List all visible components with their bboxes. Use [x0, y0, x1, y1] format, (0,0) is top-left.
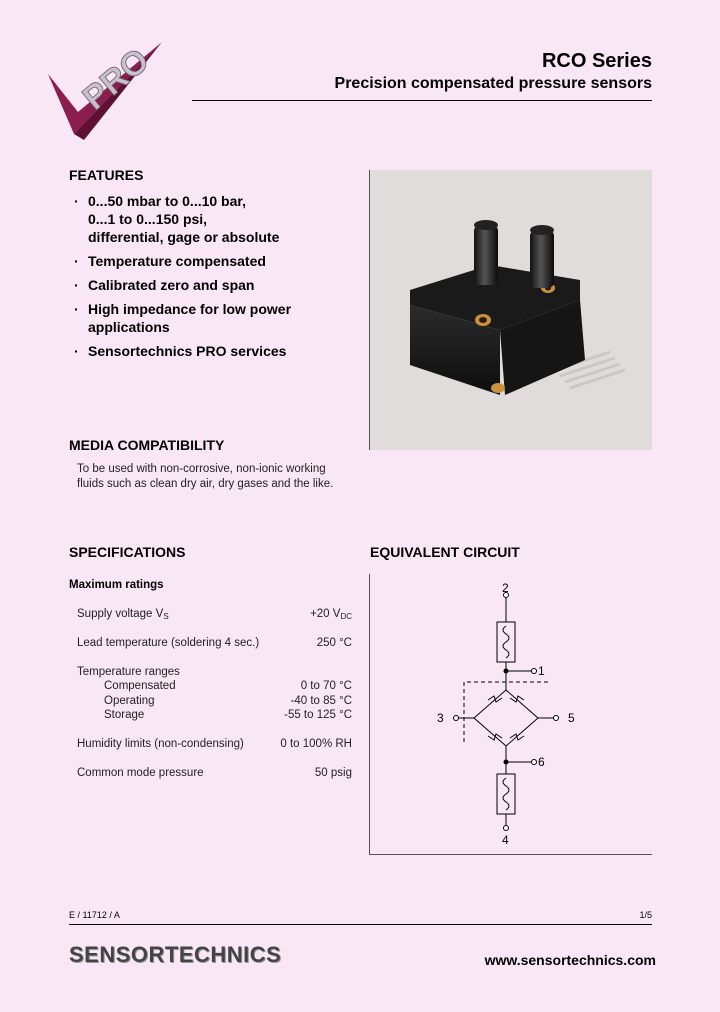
feature-item: · Temperature compensated	[74, 253, 266, 269]
feature-item: · Calibrated zero and span	[74, 277, 255, 293]
features-list	[74, 192, 354, 366]
operating-label: Operating	[104, 695, 155, 707]
circuit-heading: EQUIVALENT CIRCUIT	[370, 544, 520, 560]
pro-logo	[44, 38, 166, 142]
media-description: To be used with non-corrosive, non-ionic working fluids such as clean dry air, dry gases and the like.	[77, 463, 334, 490]
humidity-label: Humidity limits (non-condensing)	[77, 738, 244, 750]
pin-4-label: 4	[502, 833, 509, 847]
circuit-box-border	[369, 854, 652, 855]
document-code: E / 11712 / A	[69, 910, 120, 920]
series-title: RCO Series	[541, 50, 652, 72]
pin-1-label: 1	[538, 664, 545, 678]
pin-3-label: 3	[437, 711, 444, 725]
page-number: 1/5	[639, 910, 652, 920]
lead-temp-value: 250 °C	[316, 637, 352, 649]
max-ratings-subheading: Maximum ratings	[69, 579, 164, 591]
storage-label: Storage	[104, 709, 145, 721]
circuit-box-border	[369, 574, 370, 855]
specifications-heading: SPECIFICATIONS	[69, 544, 186, 560]
footer-divider	[69, 924, 652, 925]
product-photo	[370, 170, 652, 450]
temp-ranges-label: Temperature ranges	[77, 666, 180, 678]
humidity-value: 0 to 100% RH	[280, 738, 352, 750]
logo-text: PRO	[75, 40, 157, 118]
header-divider	[192, 100, 652, 101]
media-heading: MEDIA COMPATIBILITY	[69, 437, 225, 453]
supply-voltage-label: Supply voltage $V_S$	[77, 608, 169, 621]
equivalent-circuit-diagram	[420, 582, 610, 847]
operating-value: -40 to 85 °C	[290, 695, 352, 707]
pin-2-label: 2	[502, 582, 509, 595]
common-mode-label: Common mode pressure	[77, 767, 204, 779]
compensated-label: Compensated	[104, 680, 176, 692]
feature-item: · 0...50 mbar to 0...10 bar, 0...1 to 0...150 psi, differential, gage or absolute	[74, 193, 280, 245]
common-mode-value: 50 psig	[314, 767, 352, 779]
features-heading: FEATURES	[69, 167, 144, 183]
compensated-value: 0 to 70 °C	[300, 680, 352, 692]
page-subtitle: Precision compensated pressure sensors	[334, 75, 652, 92]
pin-5-label: 5	[568, 711, 575, 725]
feature-item: · High impedance for low power applications	[74, 301, 292, 335]
feature-item: · Sensortechnics PRO services	[74, 343, 287, 359]
brand-logo: SENSORTECHNICS	[69, 942, 282, 967]
storage-value: -55 to 125 °C	[284, 709, 352, 721]
website-link[interactable]: www.sensortechnics.com	[484, 952, 656, 968]
pin-6-label: 6	[538, 755, 545, 769]
lead-temp-label: Lead temperature (soldering 4 sec.)	[77, 637, 260, 649]
supply-voltage-value: +20 $V_{DC}$	[310, 608, 352, 621]
